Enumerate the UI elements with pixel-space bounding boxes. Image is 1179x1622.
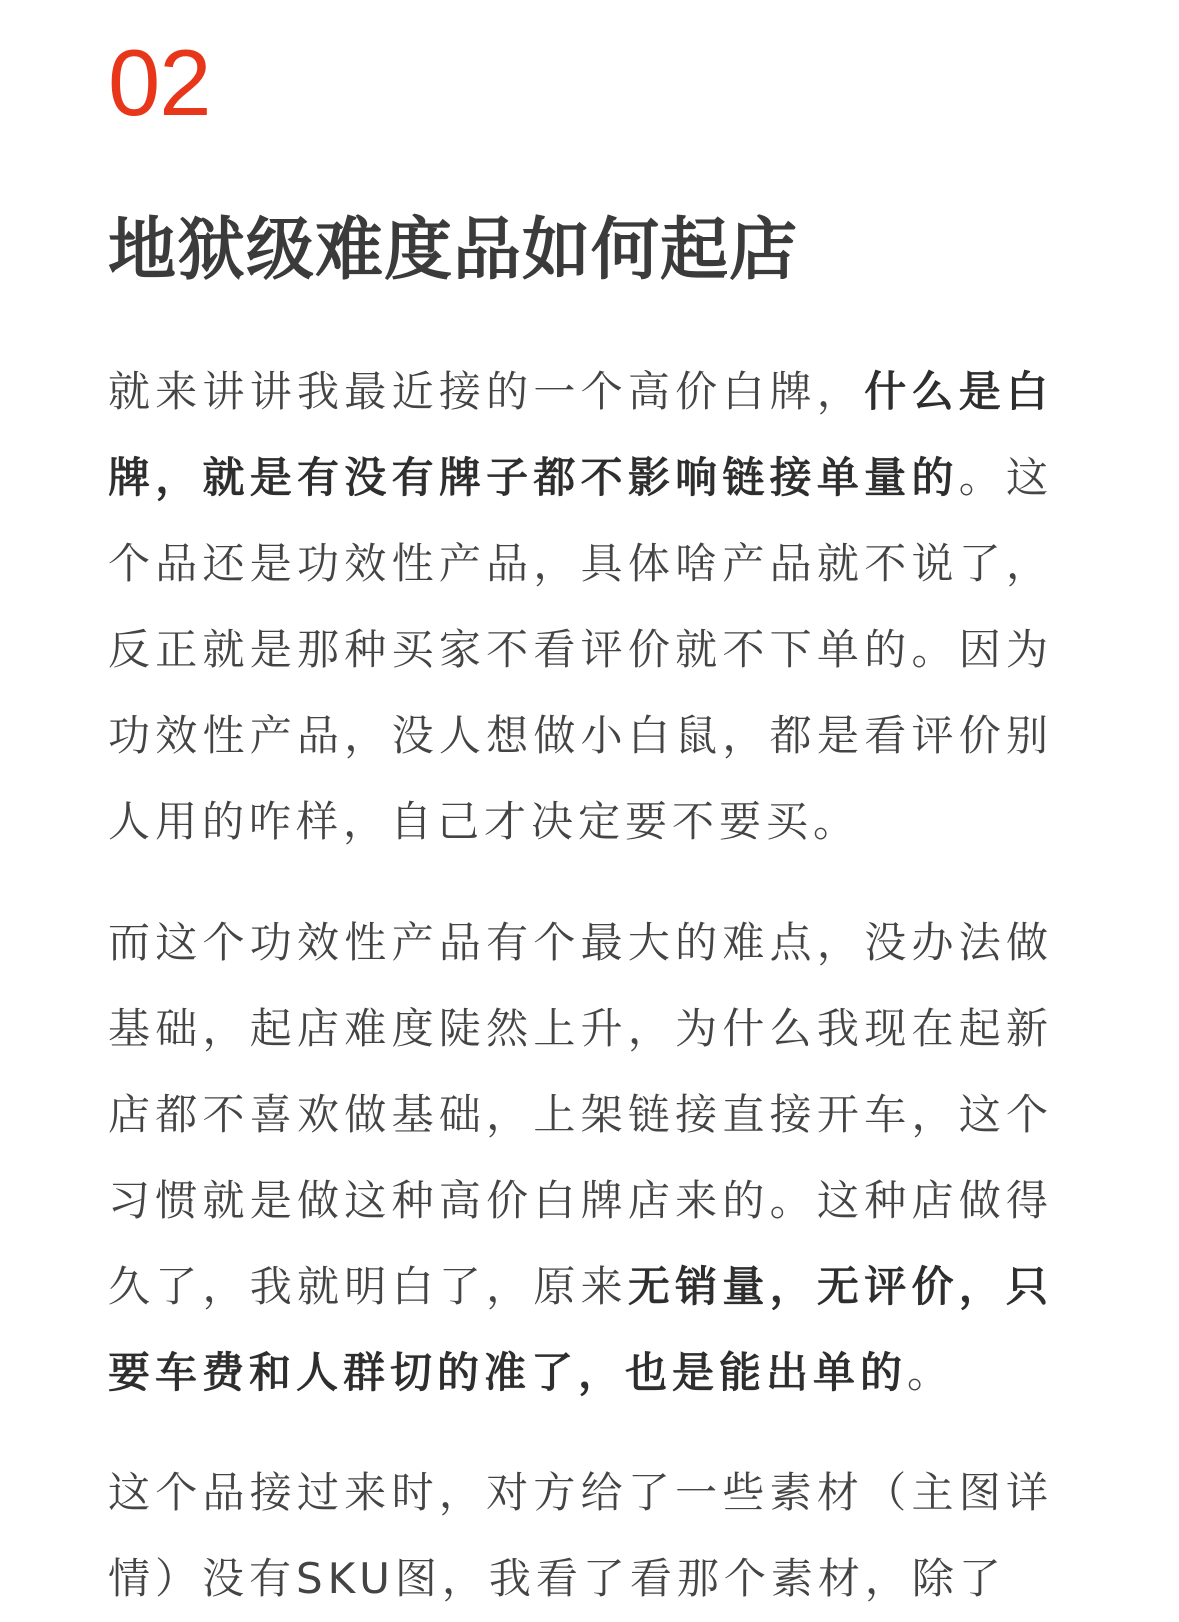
paragraph-2-bold-conclusion: 无销量，无评价，只要车费和人群切的准了，也是能出单的 bbox=[108, 1262, 1053, 1397]
paragraph-3 bbox=[108, 1450, 1053, 1622]
paragraph-2-text-end: 。 bbox=[907, 1348, 955, 1397]
paragraph-1-text-rest: 。这个品还是功效性产品，具体啥产品就不说了，反正就是那种买家不看评价就不下单的。因为功效性产品，没人想做小白鼠，都是看评价别人用的咋样，自己才决定要不要买。 bbox=[108, 453, 1053, 846]
paragraph-2 bbox=[108, 900, 1053, 1416]
paragraph-2-text-intro: 而这个功效性产品有个最大的难点，没办法做基础，起店难度陡然上升，为什么我现在起新店都不喜欢做基础，上架链接直接开车，这个习惯就是做这种高价白牌店来的。这种店做得久了，我就明白了，原来 bbox=[108, 918, 1053, 1311]
section-title: 地狱级难度品如何起店 bbox=[108, 211, 799, 290]
paragraph-3-text: 这个品接过来时，对方给了一些素材（主图详情）没有SKU图，我看了看那个素材，除了 bbox=[108, 1468, 1053, 1603]
section-number: 02 bbox=[108, 30, 211, 135]
paragraph-1 bbox=[108, 349, 1053, 865]
paragraph-1-text-intro: 就来讲讲我最近接的一个高价白牌， bbox=[108, 367, 865, 416]
paragraph-1-bold-definition: 什么是白牌，就是有没有牌子都不影响链接单量的 bbox=[108, 367, 1053, 502]
